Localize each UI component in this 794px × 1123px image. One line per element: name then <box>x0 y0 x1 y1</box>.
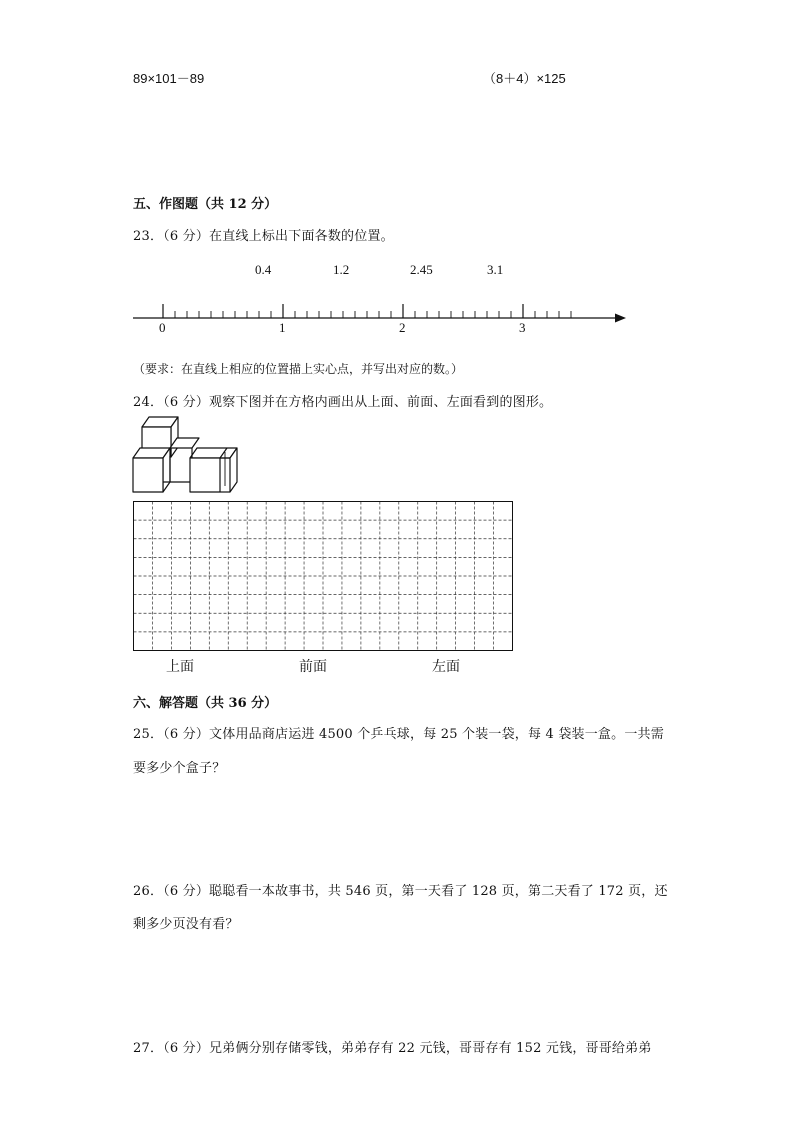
question-25-line1: 25．（6 分）文体用品商店运进 4500 个乒乓球，每 25 个装一袋，每 4 袋装一盒。一共需 <box>133 727 664 742</box>
question-23-note: （要求：在直线上相应的位置描上实心点，并写出对应的数。） <box>133 362 464 376</box>
cubes-figure <box>130 412 250 502</box>
axis-label-1: 1 <box>279 320 286 335</box>
question-24-text: 24．（6 分）观察下图并在方格内画出从上面、前面、左面看到的图形。 <box>133 395 553 410</box>
axis-label-0: 0 <box>159 320 166 335</box>
calc-expression-left: 89×101－89 <box>133 71 205 86</box>
question-26-line2: 剩多少页没有看？ <box>133 917 239 932</box>
value-label-4: 3.1 <box>487 262 504 277</box>
section-six-title: 六、解答题（共 36 分） <box>133 696 278 711</box>
value-label-2: 1.2 <box>333 262 350 277</box>
axis-label-3: 3 <box>519 320 526 335</box>
question-25-line2: 要多少个盒子？ <box>133 761 226 776</box>
axis-label-2: 2 <box>399 320 406 335</box>
number-line[interactable] <box>0 295 794 355</box>
grid-label-front-view: 前面 <box>299 658 327 674</box>
question-26-line1: 26．（6 分）聪聪看一本故事书，共 546 页，第一天看了 128 页，第二天看了 172 页，还 <box>133 884 668 899</box>
drawing-grid[interactable] <box>133 501 513 651</box>
value-label-1: 0.4 <box>255 262 272 277</box>
question-27-line1: 27．（6 分）兄弟俩分别存储零钱，弟弟存有 22 元钱，哥哥存有 152 元钱，哥哥给弟弟 <box>133 1041 652 1056</box>
arrow-head-icon <box>615 314 626 323</box>
value-label-3: 2.45 <box>410 262 433 277</box>
calc-expression-right: （8＋4）×125 <box>483 71 566 86</box>
grid-label-left-view: 左面 <box>432 658 460 674</box>
question-23-text: 23．（6 分）在直线上标出下面各数的位置。 <box>133 229 394 244</box>
section-five-title: 五、作图题（共 12 分） <box>133 197 278 212</box>
grid-label-top-view: 上面 <box>166 658 194 674</box>
